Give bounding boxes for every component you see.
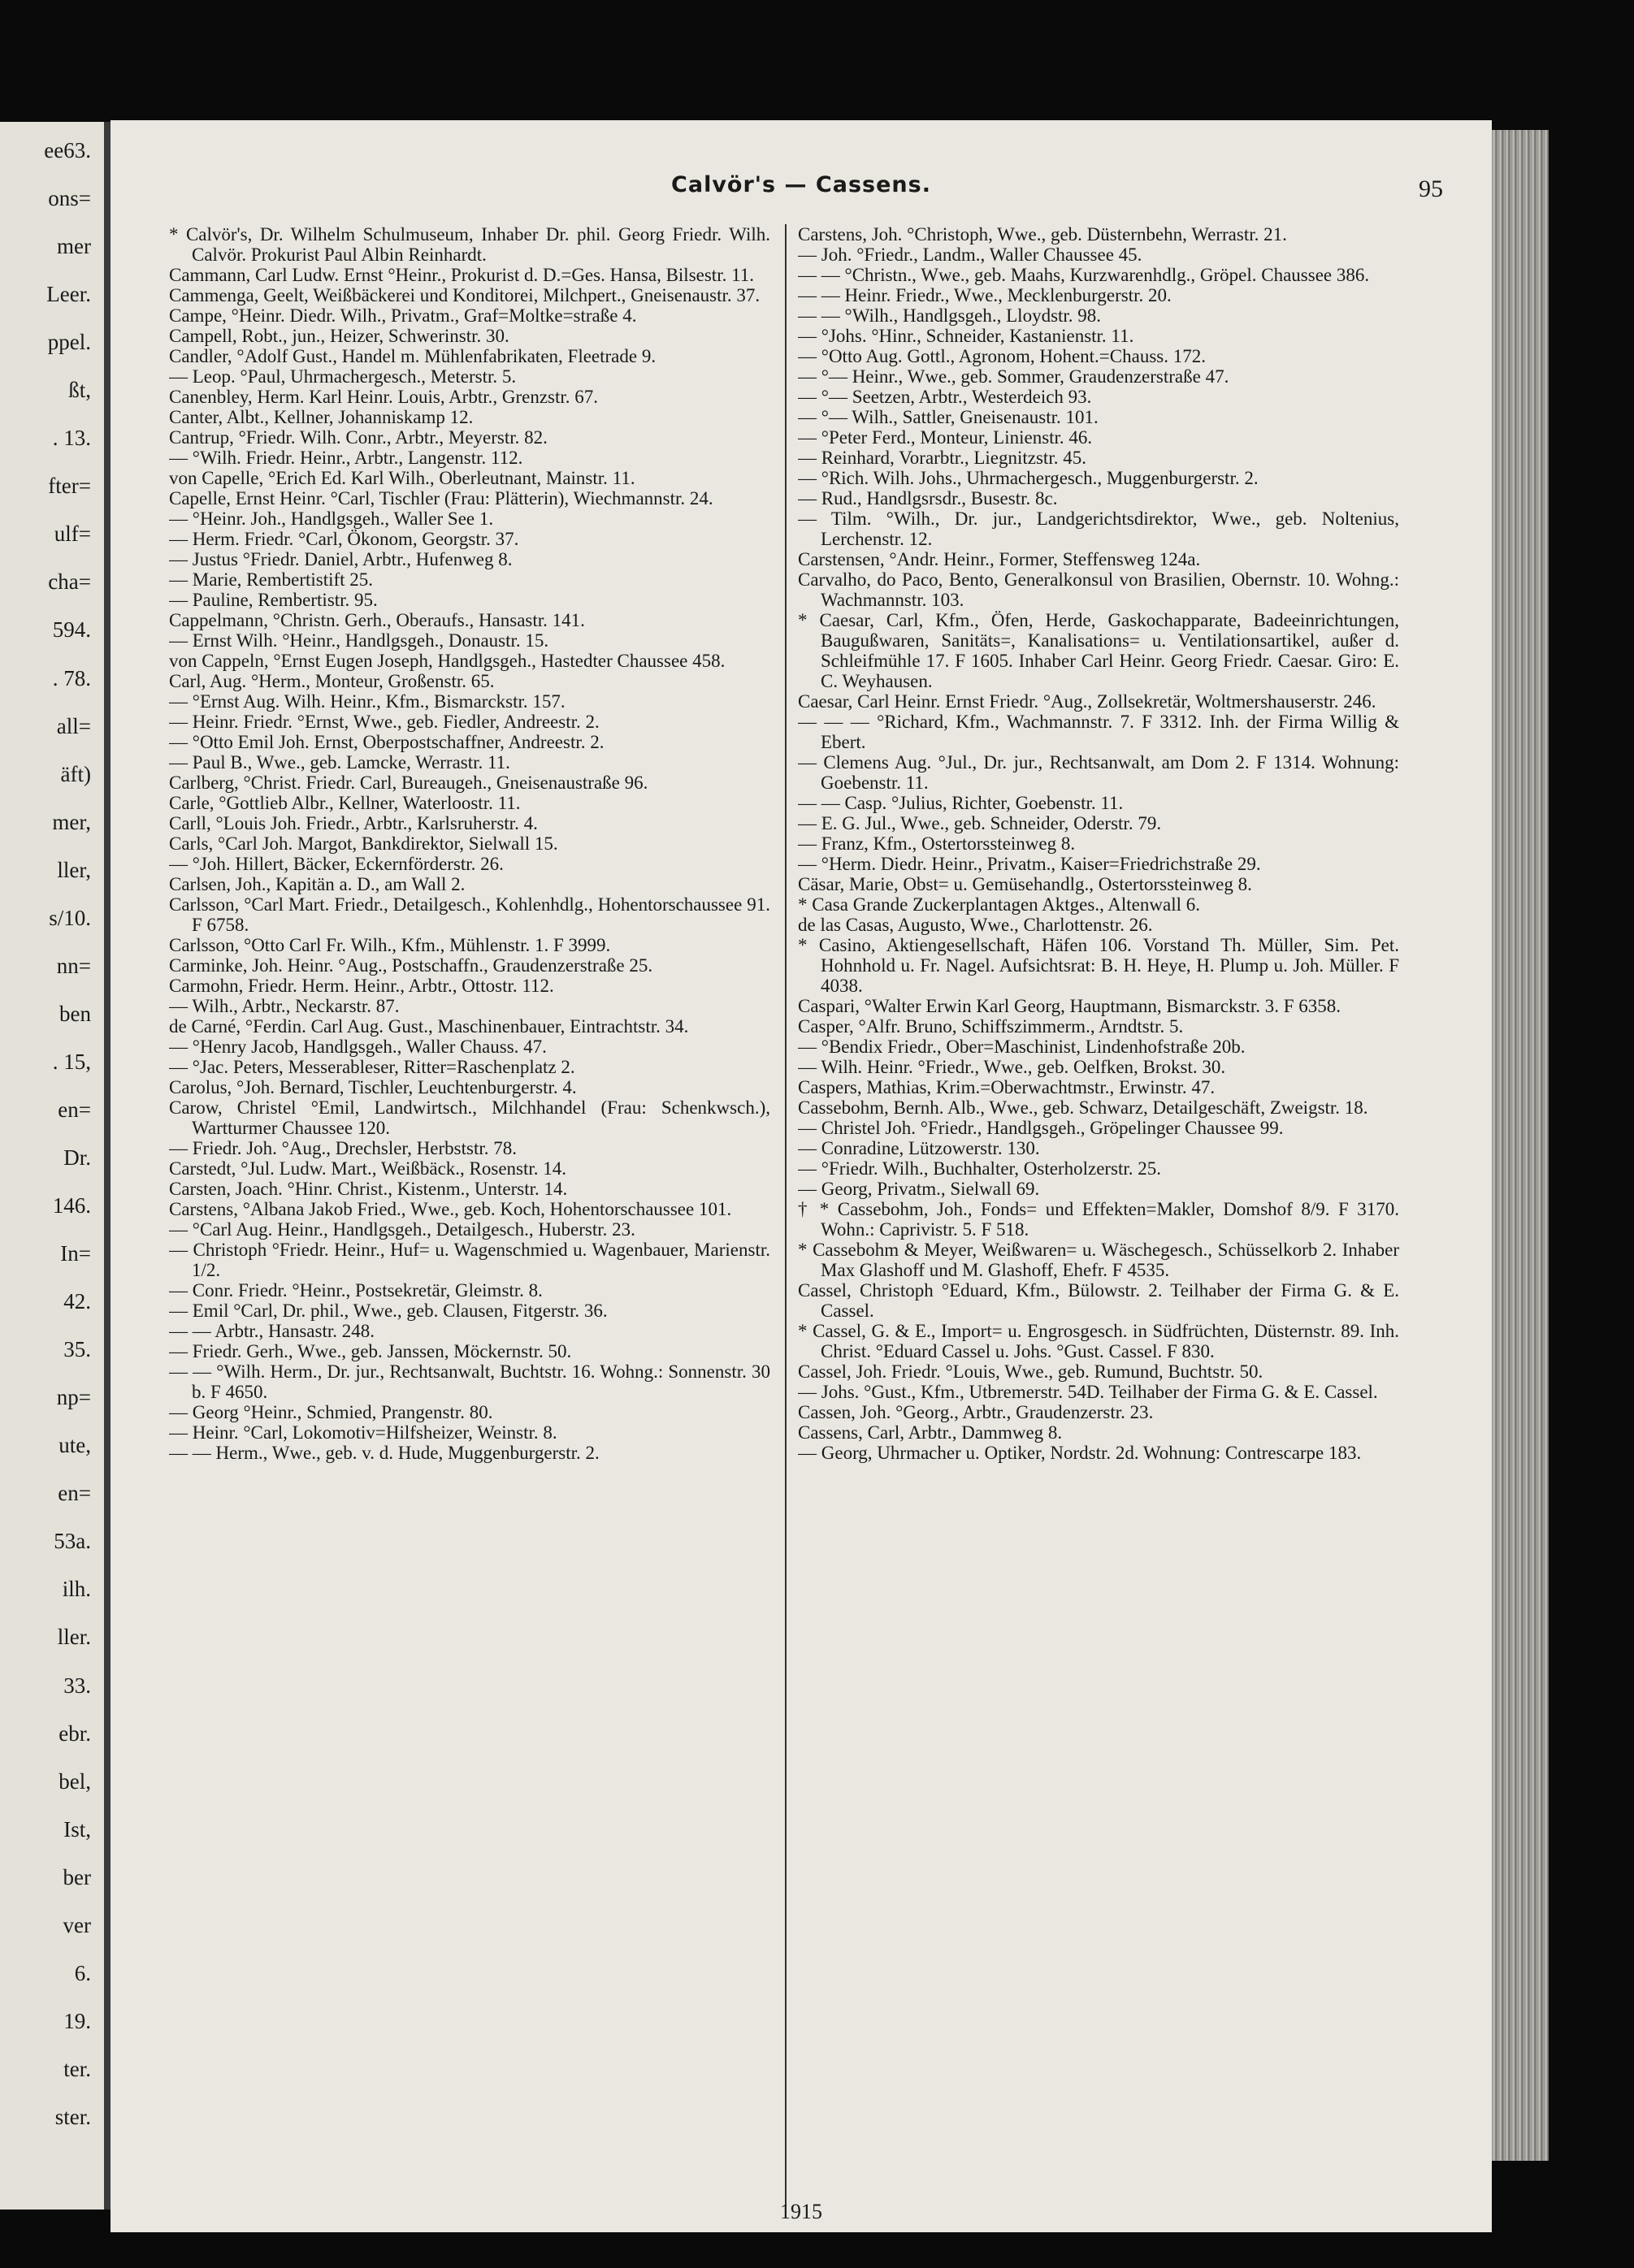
directory-entry: Carmohn, Friedr. Herm. Heinr., Arbtr., Ottostr. 112. xyxy=(169,976,554,996)
directory-entry: Carow, Christel °Emil, Landwirtsch., Milchhandel (Frau: Schenkwsch.), Wartturmer Chaussee 120. xyxy=(169,1097,770,1138)
directory-entry: — Wilh. Heinr. °Friedr., Wwe., geb. Oelfken, Brokst. 30. xyxy=(798,1057,1226,1077)
book-page-edges xyxy=(1492,130,1549,2161)
previous-page-fragment: fter= xyxy=(48,474,91,499)
directory-entry: — — °Wilh. Herm., Dr. jur., Rechtsanwalt, Buchtstr. 16. Wohng.: Sonnenstr. 30 b. F 4650. xyxy=(169,1361,770,1402)
directory-entry: * Caesar, Carl, Kfm., Öfen, Herde, Gaskochapparate, Badeeinrichtungen, Baugußwaren, Sanitäts=, Kanalisations= u. Ventilationsartikel, außer d. Schleifmühle 17. F 1605. Inhaber Carl Heinr. Georg Friedr. Caesar. Giro: E. C. Weyhausen. xyxy=(798,610,1399,691)
directory-entry: Candler, °Adolf Gust., Handel m. Mühlenfabrikaten, Fleetrade 9. xyxy=(169,346,657,366)
directory-entry: — Friedr. Joh. °Aug., Drechsler, Herbststr. 78. xyxy=(169,1138,517,1158)
previous-page-fragment: cha= xyxy=(48,569,91,595)
directory-entry: Cantrup, °Friedr. Wilh. Conr., Arbtr., Meyerstr. 82. xyxy=(169,427,548,448)
directory-entry: — °Herm. Diedr. Heinr., Privatm., Kaiser=Friedrichstraße 29. xyxy=(798,854,1261,874)
directory-entry: Casper, °Alfr. Bruno, Schiffszimmerm., Arndtstr. 5. xyxy=(798,1016,1184,1037)
directory-entry: Carminke, Joh. Heinr. °Aug., Postschaffn., Graudenzerstraße 25. xyxy=(169,955,653,976)
directory-entry: — Christoph °Friedr. Heinr., Huf= u. Wagenschmied u. Wagenbauer, Marienstr. 1/2. xyxy=(169,1240,770,1280)
previous-page-fragment: Ist, xyxy=(63,1816,91,1842)
directory-entry: — Johs. °Gust., Kfm., Utbremerstr. 54D. Teilhaber der Firma G. & E. Cassel. xyxy=(798,1382,1378,1402)
directory-entry: — °Wilh. Friedr. Heinr., Arbtr., Langenstr. 112. xyxy=(169,448,523,468)
previous-page-fragment: 33. xyxy=(63,1673,91,1698)
directory-entry: — Conr. Friedr. °Heinr., Postsekretär, Gleimstr. 8. xyxy=(169,1280,543,1301)
directory-entry: — °Otto Aug. Gottl., Agronom, Hohent.=Chauss. 172. xyxy=(798,346,1206,366)
directory-entry: — °Ernst Aug. Wilh. Heinr., Kfm., Bismarckstr. 157. xyxy=(169,691,566,712)
previous-page-fragment: ßt, xyxy=(68,378,91,403)
directory-entry: — Friedr. Gerh., Wwe., geb. Janssen, Möckernstr. 50. xyxy=(169,1341,572,1361)
directory-entry: — Heinr. Friedr. °Ernst, Wwe., geb. Fiedler, Andreestr. 2. xyxy=(169,712,600,732)
previous-page-fragment: mer, xyxy=(52,809,91,834)
directory-entry: — Georg, Uhrmacher u. Optiker, Nordstr. 2d. Wohnung: Contrescarpe 183. xyxy=(798,1443,1362,1463)
directory-entry: — — °Wilh., Handlgsgeh., Lloydstr. 98. xyxy=(798,305,1102,326)
previous-page-fragment: ilh. xyxy=(62,1577,91,1602)
previous-page-fragment: ller. xyxy=(57,1625,91,1650)
directory-entry: * Casa Grande Zuckerplantagen Aktges., Altenwall 6. xyxy=(798,894,1200,915)
previous-page-fragment: 6. xyxy=(74,1960,91,1985)
previous-page-fragment: . 78. xyxy=(52,665,91,690)
previous-page-fragment: 53a. xyxy=(54,1529,91,1554)
previous-page-fragment: ben xyxy=(59,1001,91,1026)
directory-entry: — Tilm. °Wilh., Dr. jur., Landgerichtsdirektor, Wwe., geb. Noltenius, Lerchenstr. 12. xyxy=(798,509,1399,549)
directory-entry: — — — °Richard, Kfm., Wachmannstr. 7. F 3312. Inh. der Firma Willig & Ebert. xyxy=(798,712,1399,752)
previous-page-fragment: en= xyxy=(58,1097,91,1122)
previous-page-fragment: In= xyxy=(60,1241,91,1266)
directory-entry: Canenbley, Herm. Karl Heinr. Louis, Arbtr., Grenzstr. 67. xyxy=(169,387,599,407)
directory-entry: * Calvör's, Dr. Wilhelm Schulmuseum, Inhaber Dr. phil. Georg Friedr. Wilh. Calvör. Prokurist Paul Albin Reinhardt. xyxy=(169,224,770,265)
directory-entry: Carlsson, °Otto Carl Fr. Wilh., Kfm., Mühlenstr. 1. F 3999. xyxy=(169,935,611,955)
previous-page-fragment: mer xyxy=(57,234,91,259)
directory-entry: Carsten, Joach. °Hinr. Christ., Kistenm., Unterstr. 14. xyxy=(169,1179,568,1199)
directory-entry: — Pauline, Rembertistr. 95. xyxy=(169,590,378,610)
page-footer-code: 1915 xyxy=(780,2200,822,2223)
directory-entry: — Herm. Friedr. °Carl, Ökonom, Georgstr. 37. xyxy=(169,529,519,549)
previous-page-fragment: 19. xyxy=(63,2008,91,2033)
directory-entry: Cammann, Carl Ludw. Ernst °Heinr., Prokurist d. D.=Ges. Hansa, Bilsestr. 11. xyxy=(169,265,754,285)
directory-entry: — °Joh. Hillert, Bäcker, Eckernförderstr. 26. xyxy=(169,854,504,874)
directory-entry: — °Rich. Wilh. Johs., Uhrmachergesch., Muggenburgerstr. 2. xyxy=(798,468,1259,488)
previous-page-fragment: bel, xyxy=(59,1768,91,1794)
directory-entry: Carstedt, °Jul. Ludw. Mart., Weißbäck., Rosenstr. 14. xyxy=(169,1158,567,1179)
directory-entry: de Carné, °Ferdin. Carl Aug. Gust., Maschinenbauer, Eintrachtstr. 34. xyxy=(169,1016,689,1037)
directory-entry: — Franz, Kfm., Ostertorssteinweg 8. xyxy=(798,833,1076,854)
directory-entry: — Rud., Handlgsrsdr., Busestr. 8c. xyxy=(798,488,1058,509)
directory-entry: Caspari, °Walter Erwin Karl Georg, Hauptmann, Bismarckstr. 3. F 6358. xyxy=(798,996,1341,1016)
directory-entry: Carl, Aug. °Herm., Monteur, Großenstr. 65. xyxy=(169,671,495,691)
directory-entry: Carlsson, °Carl Mart. Friedr., Detailgesch., Kohlenhdlg., Hohentorschaussee 91. F 6758. xyxy=(169,894,770,935)
directory-entry: — Ernst Wilh. °Heinr., Handlgsgeh., Donaustr. 15. xyxy=(169,630,549,651)
directory-entry: — °— Heinr., Wwe., geb. Sommer, Graudenzerstraße 47. xyxy=(798,366,1229,387)
previous-page-fragment: ute, xyxy=(59,1433,91,1458)
previous-page-fragment: . 15, xyxy=(52,1049,91,1074)
directory-entry: Canter, Albt., Kellner, Johanniskamp 12. xyxy=(169,407,474,427)
directory-entry: * Casino, Aktiengesellschaft, Häfen 106. Vorstand Th. Müller, Sim. Pet. Hohnhold u. Fr. Nagel. Aufsichtsrat: B. H. Heye, H. Plump u. Joh. Müller. F 4038. xyxy=(798,935,1399,996)
directory-entry: Cassebohm, Bernh. Alb., Wwe., geb. Schwarz, Detailgeschäft, Zweigstr. 18. xyxy=(798,1097,1368,1118)
directory-entry: — °Johs. °Hinr., Schneider, Kastanienstr. 11. xyxy=(798,326,1134,346)
directory-entry: — °Heinr. Joh., Handlgsgeh., Waller See 1. xyxy=(169,509,494,529)
directory-entry: Carvalho, do Paco, Bento, Generalkonsul von Brasilien, Obernstr. 10. Wohng.: Wachmannstr. 103. xyxy=(798,569,1399,610)
directory-entry: — Clemens Aug. °Jul., Dr. jur., Rechtsanwalt, am Dom 2. F 1314. Wohnung: Goebenstr. 11. xyxy=(798,752,1399,793)
directory-entry: Carls, °Carl Joh. Margot, Bankdirektor, Sielwall 15. xyxy=(169,833,558,854)
directory-entry: Carle, °Gottlieb Albr., Kellner, Waterloostr. 11. xyxy=(169,793,521,813)
previous-page-fragment: Leer. xyxy=(46,282,91,307)
directory-entry: de las Casas, Augusto, Wwe., Charlottenstr. 26. xyxy=(798,915,1153,935)
previous-page-fragment: ppel. xyxy=(47,330,91,355)
previous-page-fragment: ver xyxy=(63,1912,91,1937)
previous-page-edge xyxy=(0,122,106,2210)
directory-entry: Carolus, °Joh. Bernard, Tischler, Leuchtenburgerstr. 4. xyxy=(169,1077,577,1097)
directory-entry: — — Herm., Wwe., geb. v. d. Hude, Muggenburgerstr. 2. xyxy=(169,1443,600,1463)
directory-entry: — °Otto Emil Joh. Ernst, Oberpostschaffner, Andreestr. 2. xyxy=(169,732,605,752)
previous-page-fragment: ber xyxy=(63,1864,91,1889)
previous-page-fragment: ons= xyxy=(48,186,91,211)
previous-page-fragment: ulf= xyxy=(54,522,91,547)
directory-page xyxy=(111,120,1492,2232)
directory-entry: Cäsar, Marie, Obst= u. Gemüsehandlg., Ostertorssteinweg 8. xyxy=(798,874,1252,894)
column-divider xyxy=(785,224,787,2206)
directory-entry: Cassel, Christoph °Eduard, Kfm., Bülowstr. 2. Teilhaber der Firma G. & E. Cassel. xyxy=(798,1280,1399,1321)
directory-entry: Carlsen, Joh., Kapitän a. D., am Wall 2. xyxy=(169,874,466,894)
directory-entry: — — Heinr. Friedr., Wwe., Mecklenburgerstr. 20. xyxy=(798,285,1172,305)
directory-entry: von Capelle, °Erich Ed. Karl Wilh., Oberleutnant, Mainstr. 11. xyxy=(169,468,635,488)
directory-entry: — — Arbtr., Hansastr. 248. xyxy=(169,1321,375,1341)
page-number: 95 xyxy=(1419,175,1443,202)
directory-entry: — Justus °Friedr. Daniel, Arbtr., Hufenweg 8. xyxy=(169,549,513,569)
directory-entry: — Emil °Carl, Dr. phil., Wwe., geb. Clausen, Fitgerstr. 36. xyxy=(169,1301,608,1321)
directory-entry: — Leop. °Paul, Uhrmachergesch., Meterstr. 5. xyxy=(169,366,517,387)
directory-entry: Caspers, Mathias, Krim.=Oberwachtmstr., Erwinstr. 47. xyxy=(798,1077,1216,1097)
previous-page-fragment: ller, xyxy=(57,857,91,882)
page-header xyxy=(111,172,1492,205)
directory-entry: Cappelmann, °Christn. Gerh., Oberaufs., Hansastr. 141. xyxy=(169,610,585,630)
previous-page-fragment: 35. xyxy=(63,1337,91,1362)
previous-page-fragment: ebr. xyxy=(59,1720,91,1746)
directory-entry: — °Peter Ferd., Monteur, Linienstr. 46. xyxy=(798,427,1093,448)
directory-entry: Capelle, Ernst Heinr. °Carl, Tischler (Frau: Plätterin), Wiechmannstr. 24. xyxy=(169,488,713,509)
book-gutter xyxy=(104,122,111,2210)
previous-page-fragment: nn= xyxy=(56,953,91,978)
directory-entry: — Heinr. °Carl, Lokomotiv=Hilfsheizer, Weinstr. 8. xyxy=(169,1422,557,1443)
directory-entry: Campe, °Heinr. Diedr. Wilh., Privatm., Graf=Moltke=straße 4. xyxy=(169,305,637,326)
directory-entry: Carlberg, °Christ. Friedr. Carl, Bureaugeh., Gneisenaustraße 96. xyxy=(169,773,648,793)
previous-page-fragment: äft) xyxy=(60,761,91,786)
directory-entry: † * Cassebohm, Joh., Fonds= und Effekten=Makler, Domshof 8/9. F 3170. Wohn.: Caprivistr. 5. F 518. xyxy=(798,1199,1399,1240)
previous-page-fragment: np= xyxy=(56,1385,91,1410)
right-column xyxy=(798,224,1399,1463)
directory-entry: Carstens, °Albana Jakob Fried., Wwe., geb. Koch, Hohentorschaussee 101. xyxy=(169,1199,732,1219)
running-head: Calvör's — Cassens. xyxy=(671,172,931,197)
directory-entry: Carll, °Louis Joh. Friedr., Arbtr., Karlsruherstr. 4. xyxy=(169,813,538,833)
directory-entry: — °Henry Jacob, Handlgsgeh., Waller Chauss. 47. xyxy=(169,1037,547,1057)
previous-page-fragment: Dr. xyxy=(63,1145,91,1170)
directory-entry: — Reinhard, Vorarbtr., Liegnitzstr. 45. xyxy=(798,448,1086,468)
directory-entry: — °Carl Aug. Heinr., Handlgsgeh., Detailgesch., Huberstr. 23. xyxy=(169,1219,635,1240)
directory-entry: Cassel, Joh. Friedr. °Louis, Wwe., geb. Rumund, Buchtstr. 50. xyxy=(798,1361,1263,1382)
directory-entry: — °— Wilh., Sattler, Gneisenaustr. 101. xyxy=(798,407,1099,427)
directory-entry: Cassens, Carl, Arbtr., Dammweg 8. xyxy=(798,1422,1063,1443)
directory-entry: — Georg °Heinr., Schmied, Prangenstr. 80. xyxy=(169,1402,493,1422)
directory-entry: Cammenga, Geelt, Weißbäckerei und Konditorei, Milchpert., Gneisenaustr. 37. xyxy=(169,285,761,305)
previous-page-fragment: 42. xyxy=(63,1289,91,1314)
directory-entry: — °Jac. Peters, Messerableser, Ritter=Raschenplatz 2. xyxy=(169,1057,575,1077)
directory-entry: — Joh. °Friedr., Landm., Waller Chaussee 45. xyxy=(798,245,1142,265)
previous-page-fragment: s/10. xyxy=(49,905,91,930)
previous-page-fragment: ter. xyxy=(63,2056,91,2081)
directory-entry: — °Friedr. Wilh., Buchhalter, Osterholzerstr. 25. xyxy=(798,1158,1162,1179)
directory-entry: — Marie, Rembertistift 25. xyxy=(169,569,374,590)
previous-page-fragment: 146. xyxy=(52,1193,91,1218)
directory-entry: — — Casp. °Julius, Richter, Goebenstr. 11. xyxy=(798,793,1124,813)
directory-entry: von Cappeln, °Ernst Eugen Joseph, Handlgsgeh., Hastedter Chaussee 458. xyxy=(169,651,726,671)
directory-entry: Caesar, Carl Heinr. Ernst Friedr. °Aug., Zollsekretär, Woltmershauserstr. 246. xyxy=(798,691,1376,712)
previous-page-fragment: . 13. xyxy=(52,426,91,451)
directory-entry: Cassen, Joh. °Georg., Arbtr., Graudenzerstr. 23. xyxy=(798,1402,1154,1422)
directory-entry: * Cassel, G. & E., Import= u. Engrosgesch. in Südfrüchten, Düsternstr. 89. Inh. Christ. °Eduard Cassel u. Johs. °Gust. Cassel. F 830. xyxy=(798,1321,1399,1361)
directory-entry: — E. G. Jul., Wwe., geb. Schneider, Oderstr. 79. xyxy=(798,813,1162,833)
directory-entry: — Christel Joh. °Friedr., Handlgsgeh., Gröpelinger Chaussee 99. xyxy=(798,1118,1284,1138)
directory-entry: Campell, Robt., jun., Heizer, Schwerinstr. 30. xyxy=(169,326,509,346)
directory-entry: * Cassebohm & Meyer, Weißwaren= u. Wäschegesch., Schüsselkorb 2. Inhaber Max Glashoff und M. Glashoff, Ehefr. F 4535. xyxy=(798,1240,1399,1280)
previous-page-fragment: 594. xyxy=(52,617,91,643)
directory-entry: Carstens, Joh. °Christoph, Wwe., geb. Düsternbehn, Werrastr. 21. xyxy=(798,224,1287,245)
previous-page-fragment: all= xyxy=(56,713,91,738)
left-column xyxy=(169,224,770,1463)
directory-entry: — °— Seetzen, Arbtr., Westerdeich 93. xyxy=(798,387,1092,407)
directory-entry: — °Bendix Friedr., Ober=Maschinist, Lindenhofstraße 20b. xyxy=(798,1037,1246,1057)
directory-entry: — Conradine, Lützowerstr. 130. xyxy=(798,1138,1040,1158)
previous-page-fragment: en= xyxy=(58,1481,91,1506)
directory-entry: — Georg, Privatm., Sielwall 69. xyxy=(798,1179,1040,1199)
directory-entry: — — °Christn., Wwe., geb. Maahs, Kurzwarenhdlg., Gröpel. Chaussee 386. xyxy=(798,265,1370,285)
previous-page-fragment: ee63. xyxy=(44,138,91,162)
directory-entry: — Paul B., Wwe., geb. Lamcke, Werrastr. 11. xyxy=(169,752,510,773)
directory-entry: — Wilh., Arbtr., Neckarstr. 87. xyxy=(169,996,400,1016)
directory-entry: Carstensen, °Andr. Heinr., Former, Steffensweg 124a. xyxy=(798,549,1201,569)
previous-page-fragment: ster. xyxy=(54,2104,91,2129)
